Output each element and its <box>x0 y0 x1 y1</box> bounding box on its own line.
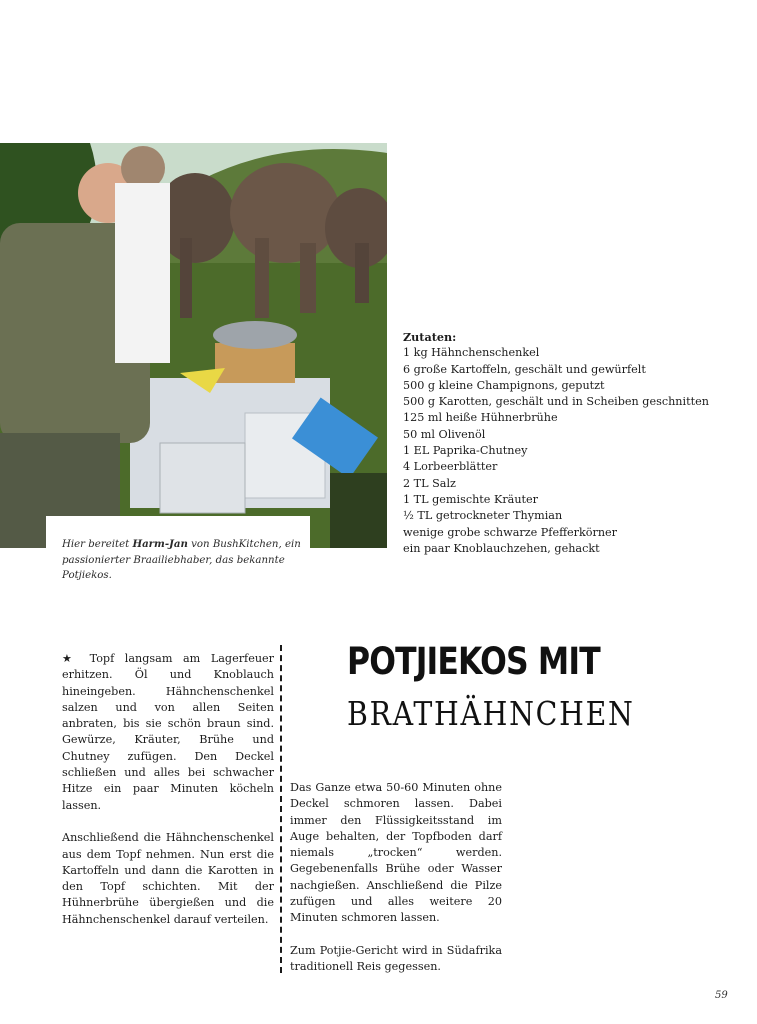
instruction-paragraph: Zum Potjie-Gericht wird in Südafrika traditionell Reis gegessen. <box>290 943 502 974</box>
ingredient-item: 50 ml Olivenöl <box>403 427 486 441</box>
ingredient-item: 4 Lorbeerblätter <box>403 460 498 474</box>
caption-suffix: von BushKitchen, ein passionierter Braailiebhaber, das bekannte Potjiekos. <box>62 539 301 581</box>
ingredient-item: 6 große Kartoffeln, geschält und gewürfelt <box>403 362 646 376</box>
ingredient-item: 500 g Karotten, geschält und in Scheiben geschnitten <box>403 395 709 409</box>
instruction-paragraph: Das Ganze etwa 50-60 Minuten ohne Deckel schmoren lassen. Dabei immer den Flüssigkeitsstand im Auge behalten, der Topfboden darf niemals „trocken“ werden. Gegebenenfalls Brühe oder Wasser nachgießen. Anschließend die Pilze zufügen und alles weitere 20 Minuten schmoren lassen. <box>290 781 502 925</box>
ingredients-list <box>403 345 743 557</box>
instructions-left-column <box>62 651 274 944</box>
instruction-paragraph: Anschließend die Hähnchenschenkel aus dem Topf nehmen. Nun erst die Kartoffeln und dann die Karotten in den Topf schichten. Mit der Hühnerbrühe übergießen und die Hähnchenschenkel darauf verteilen. <box>62 831 274 926</box>
ingredients-block <box>403 329 743 557</box>
ingredient-item: 1 EL Paprika-Chutney <box>403 444 528 458</box>
ingredient-item: ein paar Knoblauchzehen, gehackt <box>403 541 600 555</box>
recipe-title-line1: POTJIEKOS MIT <box>347 640 600 683</box>
instructions-right-column <box>290 780 502 992</box>
ingredient-item: 125 ml heiße Hühnerbrühe <box>403 411 558 425</box>
page-number: 59 <box>715 990 728 1001</box>
recipe-photo <box>0 143 387 548</box>
ingredient-item: ½ TL getrockneter Thymian <box>403 509 563 523</box>
ingredient-item: 2 TL Salz <box>403 476 456 490</box>
ingredient-item: 500 g kleine Champignons, geputzt <box>403 378 605 392</box>
ingredient-item: wenige grobe schwarze Pfefferkörner <box>403 525 618 539</box>
caption-name: Harm-Jan <box>132 538 188 550</box>
ingredient-item: 1 kg Hähnchenschenkel <box>403 346 540 360</box>
photo-caption <box>62 537 310 584</box>
recipe-title-line2: BRATHÄHNCHEN <box>347 694 635 733</box>
ingredients-title: Zutaten: <box>403 330 457 344</box>
instruction-paragraph: ★ Topf langsam am Lagerfeuer erhitzen. Öl und Knoblauch hineingeben. Hähnchenschenkel salzen und von allen Seiten anbraten, bis sie schön braun sind. Gewürze, Kräuter, Brühe und Chutney zufügen. Den Deckel schließen und alles bei schwacher Hitze ein paar Minuten köcheln lassen. <box>62 652 274 812</box>
caption-prefix: Hier bereitet <box>62 539 133 550</box>
column-divider <box>280 645 282 973</box>
ingredient-item: 1 TL gemischte Kräuter <box>403 492 539 506</box>
